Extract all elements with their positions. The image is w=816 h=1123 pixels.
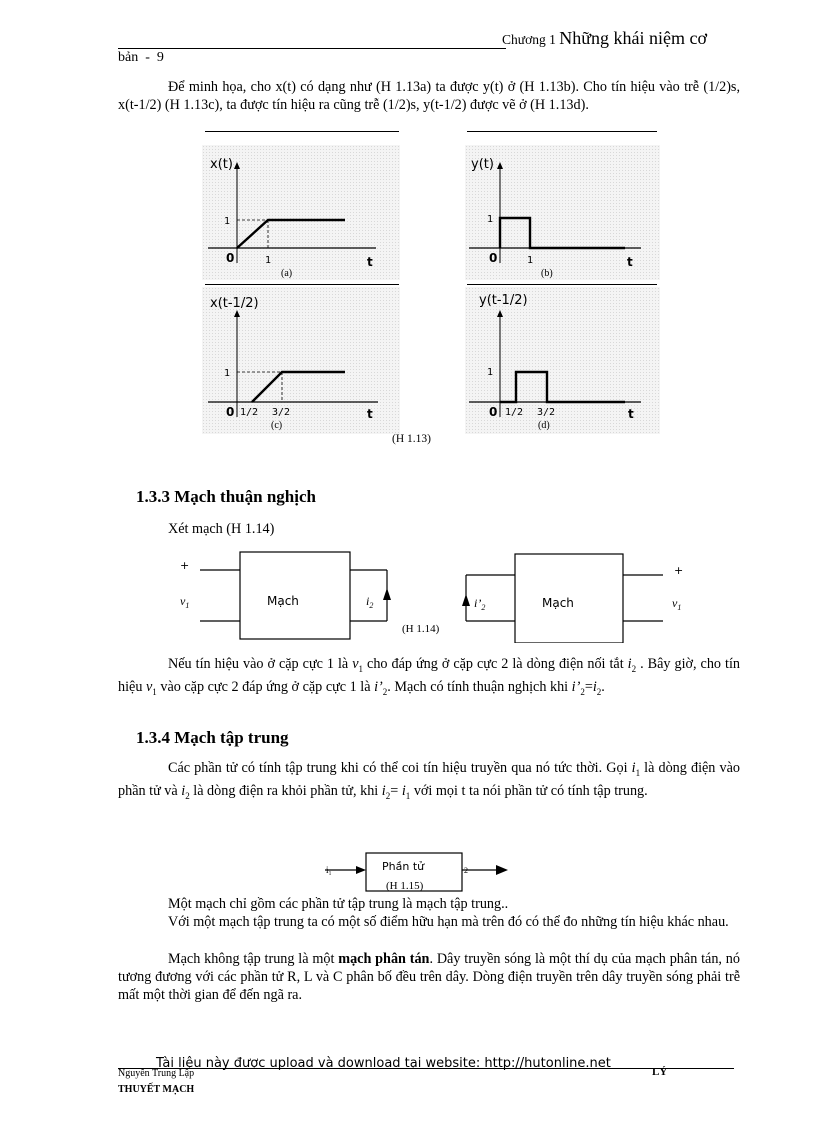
plot-b	[465, 145, 660, 280]
plot-a-tick: 1	[265, 255, 272, 266]
plot-a-label: x(t)	[210, 157, 233, 172]
plot-c-zero: 0	[226, 405, 235, 419]
section-134-para3: Với một mạch tập trung ta có một số điểm hữu hạn mà trên đó có thể đo những tín hiệu khác nhau.	[168, 914, 729, 930]
footer-author: Nguyễn Trung Lập	[118, 1068, 195, 1079]
chapter-title: Những khái niệm cơ	[559, 28, 707, 48]
figure-115-box-label: Phần tử	[382, 860, 425, 873]
plot-a-t: t	[367, 255, 373, 269]
figure-rule-mid-left	[205, 284, 399, 285]
plot-c-one: 1	[224, 368, 231, 379]
plot-b-sub: (b)	[541, 268, 553, 279]
right-v1: $v_1$	[672, 596, 682, 612]
plot-a	[202, 145, 400, 280]
plot-d	[465, 287, 660, 434]
left-box-label: Mạch	[267, 594, 299, 608]
right-i2-prime: $i’_2$	[474, 596, 486, 612]
upload-note: Tài liệu này được upload và download tại website: http://hutonline.net	[156, 1056, 611, 1071]
plot-a-one: 1	[224, 216, 231, 227]
figure-rule-right	[467, 131, 657, 132]
right-box-label: Mạch	[542, 596, 574, 610]
intro-paragraph: Để minh họa, cho x(t) có dạng như (H 1.13a) ta được y(t) ở (H 1.13b). Cho tín hiệu vào trễ (1/2)s, x(t-1/2) (H 1.13c), ta được tín hiệu ra cũng trễ (1/2)s, y(t-1/2) được vẽ ở (H 1.13d).	[118, 79, 740, 113]
section-134-para2: Một mạch chỉ gồm các phần tử tập trung là mạch tập trung..	[168, 896, 509, 912]
plot-c-tick2: 3/2	[272, 407, 291, 418]
plot-c-sub: (c)	[271, 420, 283, 431]
right-plus: +	[674, 564, 684, 577]
left-plus: +	[180, 559, 190, 572]
chapter-prefix: Chương 1	[502, 32, 556, 47]
figure-rule-mid-right	[467, 284, 657, 285]
chapter-header	[502, 28, 707, 49]
plot-c-t: t	[367, 407, 373, 421]
chapter-title-continued: bản - 9	[118, 50, 164, 65]
section-134-title: 1.3.4 Mạch tập trung	[136, 728, 289, 747]
header-rule	[118, 48, 506, 49]
figure-115	[320, 850, 520, 900]
plot-b-one: 1	[487, 214, 494, 225]
plot-d-tick1: 1/2	[505, 407, 524, 418]
section-133-title: 1.3.3 Mạch thuận nghịch	[136, 487, 316, 506]
figure-rule-left	[205, 131, 399, 132]
plot-d-zero: 0	[489, 405, 498, 419]
figure-115-input: i₁	[326, 865, 332, 875]
plot-c	[202, 287, 400, 434]
figure-114-caption: (H 1.14)	[402, 623, 440, 635]
plot-a-sub: (a)	[281, 268, 293, 279]
footer-right: LÝ	[652, 1066, 668, 1078]
left-v1: $v_1$	[180, 594, 190, 610]
section-133-body: Nếu tín hiệu vào ở cặp cực 1 là $v_1$ cho đáp ứng ở cặp cực 2 là dòng điện nối tắt $i_2$ . Bây giờ, cho tín hiệu $v_1$ vào cặp cực 2 đáp ứng ở cặp cực 1 là $i’_2$. Mạch có tính thuận nghịch khi $i’_2=i_2$.	[118, 656, 740, 697]
footer-book-title: THUYẾT MẠCH	[118, 1084, 195, 1095]
plot-b-tick: 1	[527, 255, 534, 266]
section-134-para1: Các phần tử có tính tập trung khi có thể coi tín hiệu truyền qua nó tức thời. Gọi $i_1$ là dòng điện vào phần tử và $i_2$ là dòng điện ra khỏi phần tử, khi $i_2= i_1$ với mọi t ta nói phần tử có tính tập trung.	[118, 760, 740, 801]
figure-115-output: 2	[464, 866, 468, 875]
plot-b-zero: 0	[489, 251, 498, 265]
figure-113-caption: (H 1.13)	[392, 433, 431, 445]
plot-c-tick1: 1/2	[240, 407, 259, 418]
section-133-intro: Xét mạch (H 1.14)	[168, 521, 275, 537]
figure-115-caption: (H 1.15)	[386, 880, 424, 892]
plot-a-zero: 0	[226, 251, 235, 265]
plot-b-t: t	[627, 255, 633, 269]
left-i2: $i_2$	[366, 594, 374, 610]
plot-d-t: t	[628, 407, 634, 421]
plot-d-sub: (d)	[538, 420, 550, 431]
plot-c-label: x(t-1/2)	[210, 296, 259, 311]
plot-d-one: 1	[487, 367, 494, 378]
section-134-para4: Mạch không tập trung là một mạch phân tán. Dây truyền sóng là một thí dụ của mạch phân tán, nó tương đương với các phần tử R, L và C phân bố đều trên dây. Dòng điện truyền trên dây truyền sóng phải trễ mất một thời gian để đến ngã ra.	[118, 951, 740, 1003]
plot-d-tick2: 3/2	[537, 407, 556, 418]
plot-d-label: y(t-1/2)	[479, 293, 528, 308]
figure-114	[170, 548, 700, 643]
plot-b-label: y(t)	[471, 157, 494, 172]
